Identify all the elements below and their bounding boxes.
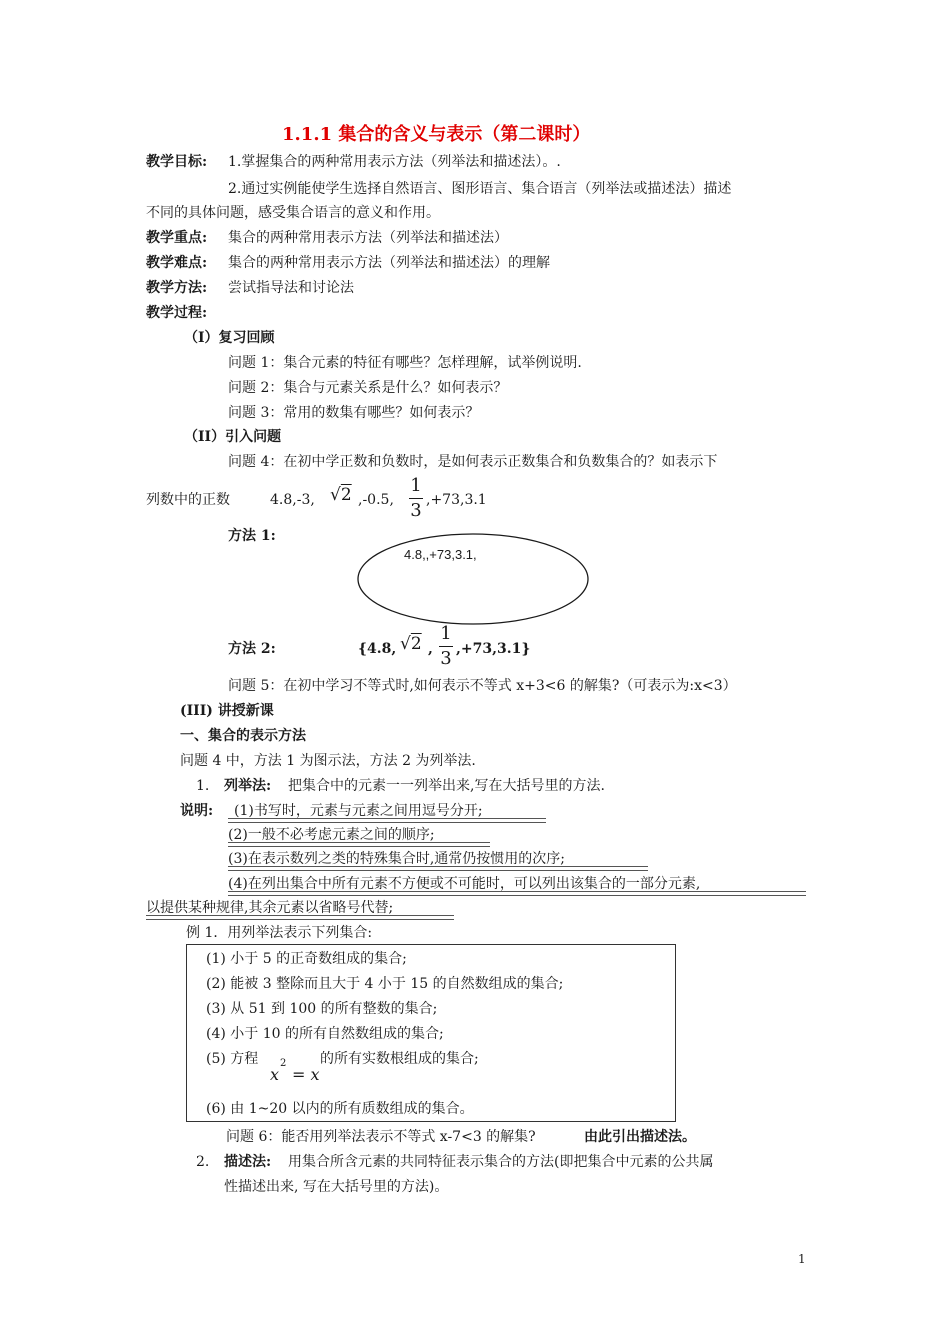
note-3-underline [228,866,648,871]
fraction-denominator: 3 [410,500,422,521]
set-part-a: {4.8, [358,641,397,657]
q6-conclusion: 由此引出描述法。 [584,1129,696,1145]
note-4: (4)在列出集合中所有元素不方便或不可能时，可以列出该集合的一部分元素, [228,876,701,892]
intro-q4a: 问题 4：在初中学正数和负数时，是如何表示正数集合和负数集合的？如表示下 [228,454,718,470]
item1-term: 列举法: [224,778,272,794]
intro-q4b: 列数中的正数 [146,492,230,508]
review-q2: 问题 2：集合与元素关系是什么？如何表示？ [228,380,508,396]
equation-x: x [270,1065,280,1084]
item2-text-cont: 性描述出来, 写在大括号里的方法)。 [224,1179,449,1195]
method2-label: 方法 2: [228,641,276,657]
focus-text: 集合的两种常用表示方法（列举法和描述法） [228,230,508,246]
example-item-2: (2) 能被 3 整除而且大于 4 小于 15 的自然数组成的集合; [206,976,564,992]
example-item-5b: 的所有实数根组成的集合; [320,1051,479,1067]
note-1: (1)书写时，元素与元素之间用逗号分开; [234,803,483,819]
focus-label: 教学重点: [146,230,208,246]
item2-number: 2. [196,1154,210,1170]
example-item-1: (1) 小于 5 的正奇数组成的集合; [206,951,407,967]
note-5-underline [146,915,454,920]
note-3: (3)在表示数列之类的特殊集合时,通常仍按惯用的次序; [228,851,565,867]
example-item-5a: (5) 方程 [206,1051,259,1067]
note-2: (2)一般不必考虑元素之间的顺序; [228,827,435,843]
review-heading: （I）复习回顾 [184,330,275,346]
fraction-numerator: 1 [410,475,422,496]
equation-rhs: = x [292,1065,320,1084]
newlesson-heading: (III) 讲授新课 [180,703,274,719]
method-label: 教学方法: [146,280,208,296]
goals-line1: 1.掌握集合的两种常用表示方法（列举法和描述法）。. [228,154,561,170]
set-part-b: , [428,641,433,657]
set-fraction-numerator: 1 [440,623,452,644]
equation-exponent: 2 [280,1058,287,1069]
item2-term: 描述法: [224,1154,272,1170]
set-fraction-denominator: 3 [440,648,452,669]
numbers-part-c: ,+73,3.1 [426,492,487,508]
method1-label: 方法 1: [228,528,276,544]
page-title: 1.1.1 集合的含义与表示（第二课时） [282,124,591,145]
note-1-underline [228,818,546,823]
item2-text: 用集合所含元素的共同特征表示集合的方法(即把集合中元素的公共属 [288,1154,714,1170]
review-q3: 问题 3：常用的数集有哪些？如何表示？ [228,405,480,421]
set-part-c: ,+73,3.1} [456,641,531,657]
intro-q5: 问题 5：在初中学习不等式时,如何表示不等式 x+3<6 的解集?（可表示为:x<3） [228,678,737,694]
goals-line2b: 不同的具体问题，感受集合语言的意义和作用。 [146,205,440,221]
numbers-part-a: 4.8,-3, [270,492,315,508]
note-label: 说明: [180,803,214,819]
q6-text: 问题 6：能否用列举法表示不等式 x-7<3 的解集? [226,1129,536,1145]
example-item-6: (6) 由 1~20 以内的所有质数组成的集合。 [206,1101,474,1117]
fraction-bar [409,498,423,499]
example-item-4: (4) 小于 10 的所有自然数组成的集合; [206,1026,444,1042]
example-item-3: (3) 从 51 到 100 的所有整数的集合; [206,1001,438,1017]
intro-heading: （II）引入问题 [184,429,282,445]
note-5: 以提供某种规律,其余元素以省略号代替; [146,900,394,916]
section1-heading: 一、集合的表示方法 [180,728,306,744]
numbers-part-b: ,-0.5, [358,492,394,508]
method-text: 尝试指导法和讨论法 [228,280,354,296]
difficulty-text: 集合的两种常用表示方法（列举法和描述法）的理解 [228,255,550,271]
item1-number: 1. [196,778,210,794]
review-q1: 问题 1：集合元素的特征有哪些？怎样理解，试举例说明. [228,355,582,371]
note-2-underline [228,842,490,847]
note-4-underline [228,891,806,896]
newlesson-p1: 问题 4 中，方法 1 为图示法，方法 2 为列举法. [180,753,476,769]
item1-text: 把集合中的元素一一列举出来,写在大括号里的方法. [288,778,605,794]
sqrt2-expression: √2 [330,485,352,505]
example-title: 例 1．用列举法表示下列集合: [186,925,373,941]
page-number: 1 [798,1252,806,1266]
set-fraction-bar [439,646,453,647]
ellipse-elements: 4.8,,+73,3.1, [404,547,477,562]
set-sqrt2: √2 [400,634,422,654]
goals-label: 教学目标: [146,154,208,170]
process-label: 教学过程: [146,305,208,321]
goals-line2a: 2.通过实例能使学生选择自然语言、图形语言、集合语言（列举法或描述法）描述 [228,181,732,197]
difficulty-label: 教学难点: [146,255,208,271]
